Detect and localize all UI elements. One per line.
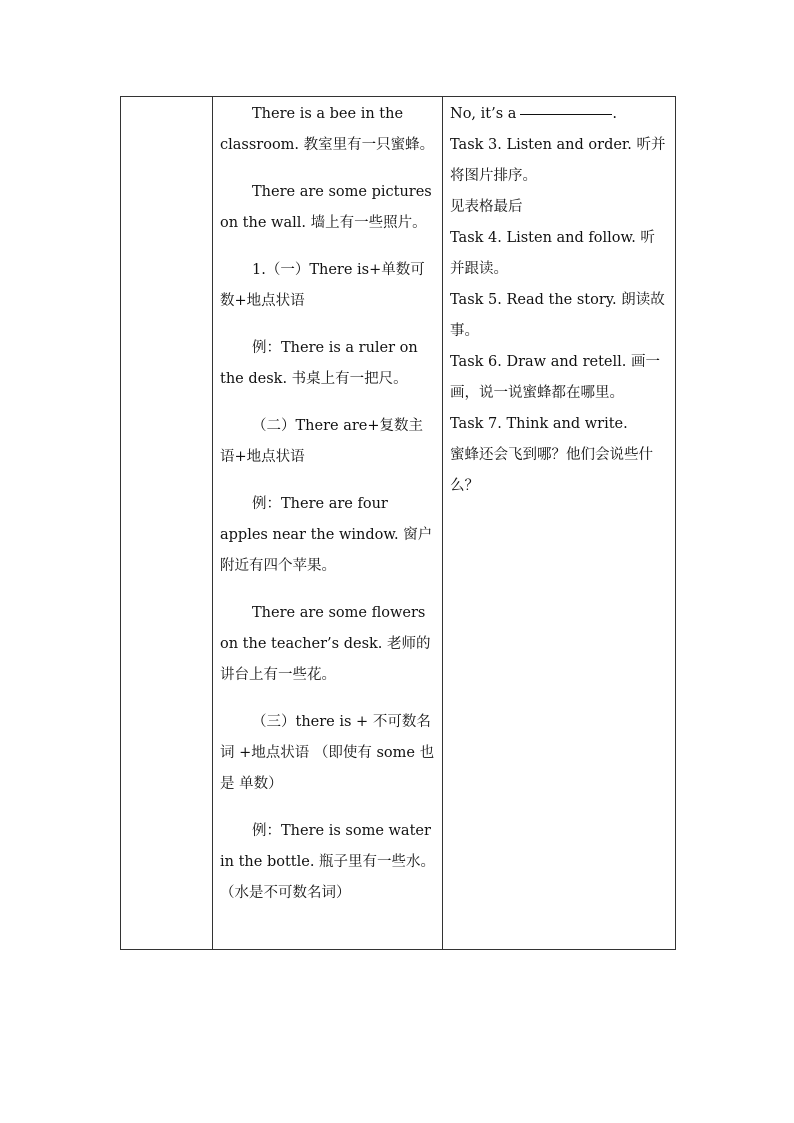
- example-water: 例：There is some water in the bottle. 瓶子里有一些水。（水是不可数名词）: [220, 823, 436, 901]
- task-6: Task 6. Draw and retell. 画一画，说一说蜜蜂都在哪里。: [450, 354, 660, 401]
- answer-blank: [520, 113, 612, 115]
- example-ruler: 例：There is a ruler on the desk. 书桌上有一把尺。: [220, 340, 418, 387]
- example-flowers: There are some flowers on the teacher’s desk. 老师的讲台上有一些花。: [220, 605, 431, 683]
- task-7-prompt: 蜜蜂还会飞到哪？他们会说些什么？: [450, 447, 653, 494]
- lesson-table: [120, 96, 676, 950]
- task-4: Task 4. Listen and follow. 听并跟读。: [450, 230, 655, 277]
- example-apples: 例：There are four apples near the window. 窗户附近有四个苹果。: [220, 496, 433, 574]
- grammar-cell: [213, 97, 443, 950]
- empty-column-cell: [121, 97, 213, 950]
- task-3: Task 3. Listen and order. 听并将图片排序。: [450, 137, 666, 184]
- example-pictures: There are some pictures on the wall. 墙上有一些照片。: [220, 184, 432, 231]
- answer-line: [450, 99, 669, 130]
- task-5: Task 5. Read the story. 朗读故事。: [450, 292, 665, 339]
- tasks-cell: [443, 97, 676, 950]
- example-bee: There is a bee in the classroom. 教室里有一只蜜蜂。: [220, 106, 435, 153]
- rule-uncountable: （三）there is + 不可数名词 +地点状语 （即使有 some 也是 单数）: [220, 714, 435, 792]
- task-3-note: 见表格最后: [450, 199, 523, 215]
- task-7: Task 7. Think and write.: [450, 416, 628, 432]
- rule-there-is: 1.（一）There is+单数可数+地点状语: [220, 262, 425, 309]
- answer-suffix: .: [612, 106, 618, 122]
- answer-prefix: No, it’s a: [450, 106, 517, 122]
- table-row: [121, 97, 676, 950]
- rule-there-are: （二）There are+复数主语+地点状语: [220, 418, 424, 465]
